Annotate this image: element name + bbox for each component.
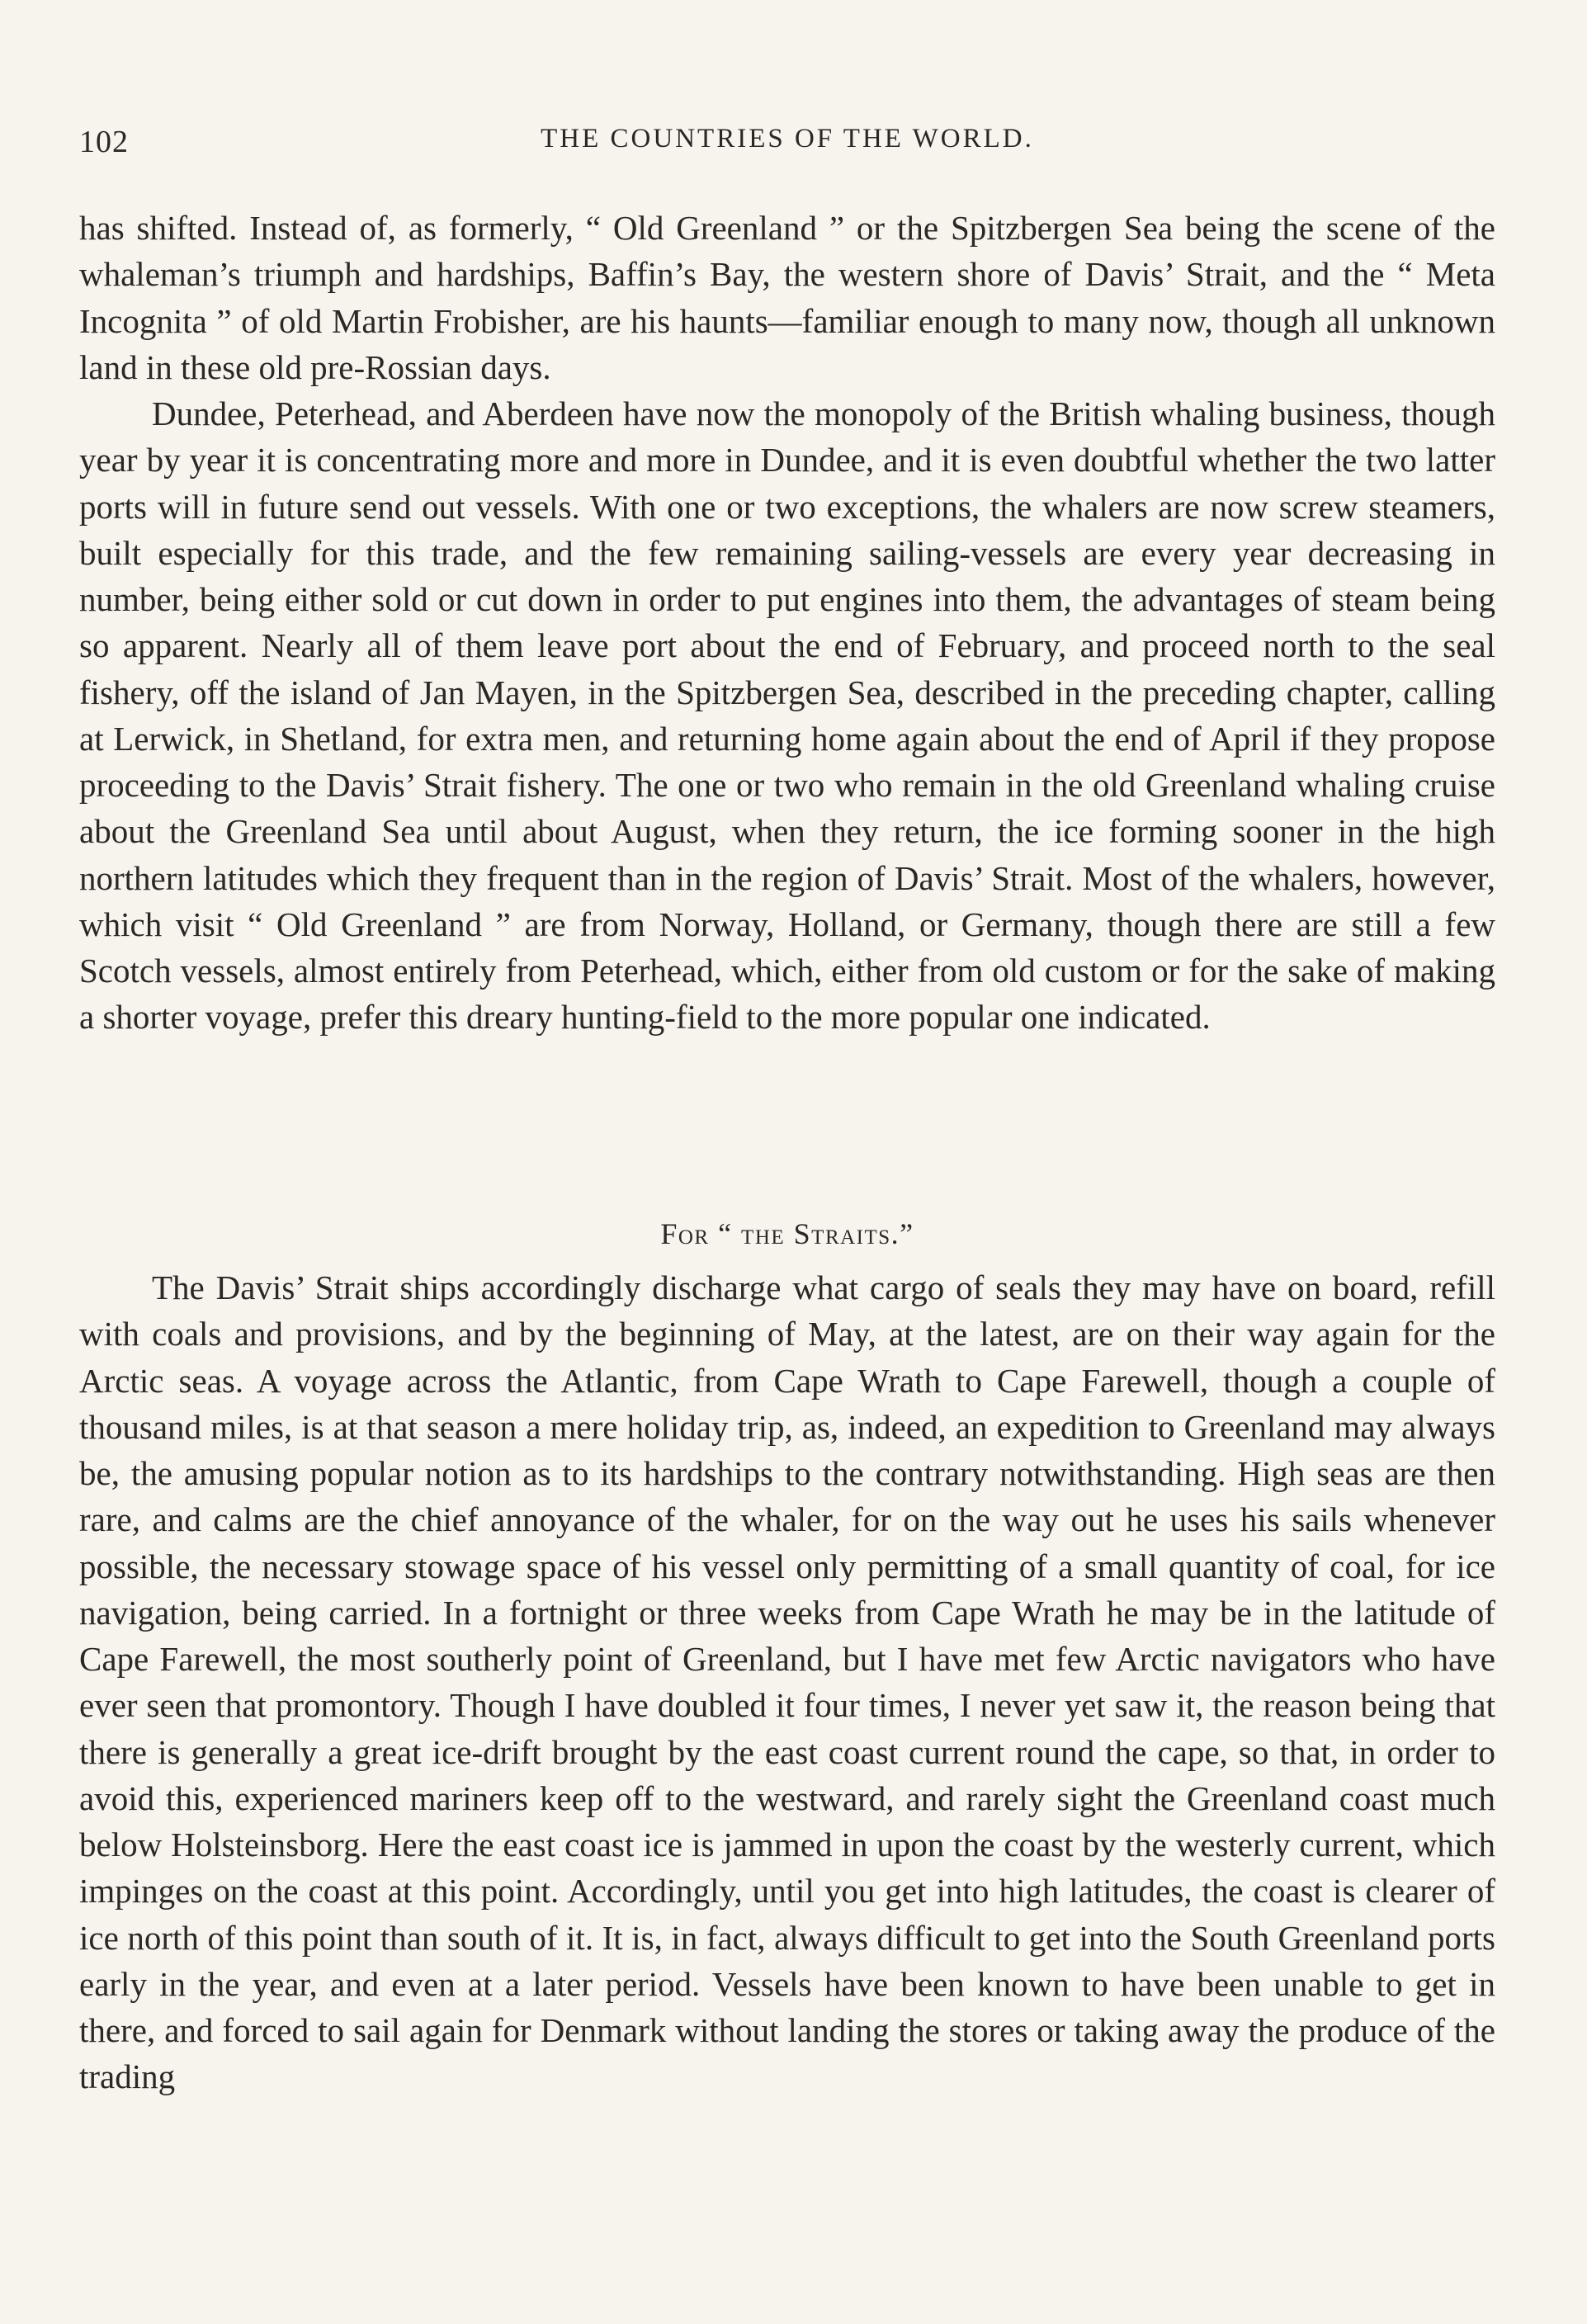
body-text-top [79, 205, 1495, 1041]
running-title: THE COUNTRIES OF THE WORLD. [541, 124, 1034, 154]
paragraph: Dundee, Peterhead, and Aberdeen have now the monopoly of the British whaling business, though year by year it is concentrating more and more in Dundee, and it is even doubtful whether the two latter ports will in future send out vessels. With one or two exceptions, the whalers are now screw steamers, built especially for this trade, and the few remaining sailing-vessels are every year decreasing in number, being either sold or cut down in order to put engines into them, the advantages of steam being so apparent. Nearly all of them leave port about the end of February, and proceed north to the seal fishery, off the island of Jan Mayen, in the Spitzbergen Sea, described in the preceding chapter, calling at Lerwick, in Shetland, for extra men, and returning home again about the end of April if they propose proceeding to the Davis’ Strait fishery. The one or two who remain in the old Greenland whaling cruise about the Greenland Sea until about August, when they return, the ice forming sooner in the high northern latitudes which they frequent than in the region of Davis’ Strait. Most of the whalers, however, which visit “ Old Greenland ” are from Norway, Holland, or Germany, though there are still a few Scotch vessels, almost entirely from Peterhead, which, either from old custom or for the sake of making a shorter voyage, prefer this dreary hunting-field to the more popular one indicated. [79, 394, 1495, 1037]
paragraph: has shifted. Instead of, as formerly, “ Old Greenland ” or the Spitzbergen Sea being the scene of the whaleman’s triumph and hardships, Baffin’s Bay, the western shore of Davis’ Strait, and the “ Meta Incognita ” of old Martin Frobisher, are his haunts—familiar enough to many now, though all unknown land in these old pre-Rossian days. [79, 209, 1495, 386]
body-text-bottom [79, 1264, 1495, 2100]
section-heading: For “ the Straits.” [660, 1217, 914, 1250]
page-number: 102 [79, 125, 129, 159]
page-header [79, 124, 1495, 165]
paragraph: The Davis’ Strait ships accordingly discharge what cargo of seals they may have on board, refill with coals and provisions, and by the beginning of May, at the latest, are on their way again for the Arctic seas. A voyage across the Atlantic, from Cape Wrath to Cape Farewell, though a couple of thousand miles, is at that season a mere holiday trip, as, indeed, an expedition to Greenland may always be, the amusing popular notion as to its hardships to the contrary notwithstanding. High seas are then rare, and calms are the chief annoyance of the whaler, for on the way out he uses his sails whenever possible, the necessary stowage space of his vessel only permitting of a small quantity of coal, for ice navigation, being carried. In a fortnight or three weeks from Cape Wrath he may be in the latitude of Cape Farewell, the most southerly point of Greenland, but I have met few Arctic navigators who have ever seen that promontory. Though I have doubled it four times, I never yet saw it, the reason being that there is generally a great ice-drift brought by the east coast current round the cape, so that, in order to avoid this, experienced mariners keep off to the westward, and rarely sight the Greenland coast much below Holsteinsborg. Here the east coast ice is jammed in upon the coast by the westerly current, which impinges on the coast at this point. Accordingly, until you get into high latitudes, the coast is clearer of ice north of this point than south of it. It is, in fact, always difficult to get into the South Greenland ports early in the year, and even at a later period. Vessels have been known to have been unable to get in there, and forced to sail again for Denmark without landing the stores or taking away the produce of the trading [79, 1268, 1495, 2096]
